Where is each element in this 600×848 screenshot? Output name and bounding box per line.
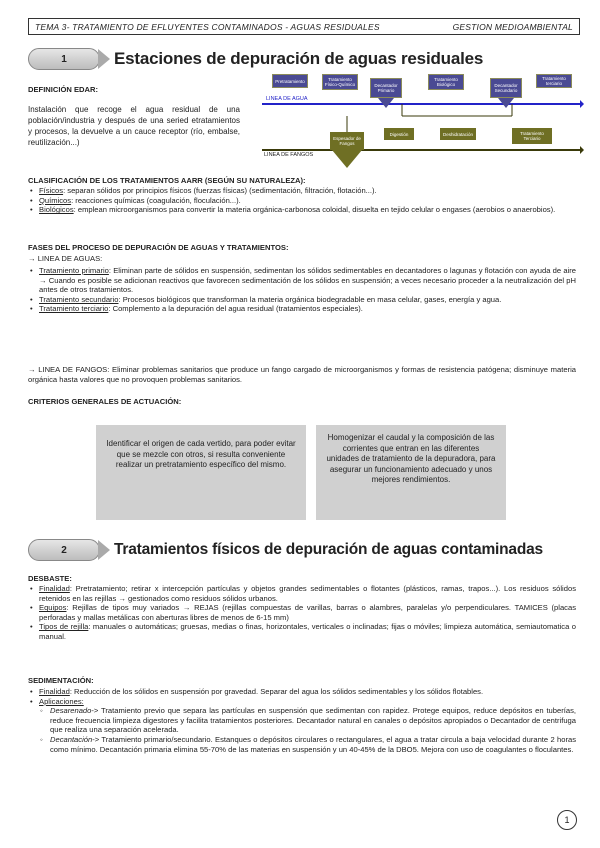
list-text: : reacciones químicas (coagulación, floculación...).: [71, 195, 241, 205]
list-item: [28, 735, 576, 754]
list-text: : emplean microorganismos para convertir la materia orgánica-carbonosa coloidal, disuelta en tejido celular o engases (aerobios o anaerobios).: [73, 205, 556, 215]
water-box-0: Pretratamiento: [272, 74, 308, 88]
criteria-box-2: Homogenizar el caudal y la composición de las corrientes que entran en las diferentes unidades de tratamiento de la depuradora, para asegurar un funcionamiento adecuado y unos mejores rendimientos.: [316, 425, 506, 520]
list-item: [28, 706, 576, 735]
list-term: Tratamiento terciario: [39, 304, 109, 314]
water-box-3: Tratamiento Biológico: [428, 74, 464, 90]
section-2-number: 2: [28, 539, 100, 561]
list-term: Biológicos: [39, 205, 74, 215]
section-1-heading: [28, 48, 483, 70]
phases-title: FASES DEL PROCESO DE DEPURACIÓN DE AGUAS Y TRATAMIENTOS:: [28, 243, 289, 252]
water-box-1: Tratamiento Físico-Químico: [322, 74, 358, 90]
list-text: -> Tratamiento previo que separa las partículas en suspensión que sedimentan con rapidez. Protege equipos, reduce depósitos en tuberías, reduce frecuencia limpieza digestores y facilita tratamientos posteriores. Decantador natural en canales o depósitos apropiados o Decantador de centrifuga que realiza una separación acelerada.: [50, 706, 576, 735]
list-item: [28, 687, 576, 697]
header-subject: GESTION MEDIOAMBIENTAL: [452, 21, 573, 32]
section-arrow-icon: [98, 49, 110, 69]
list-term: Tratamiento primario: [39, 266, 109, 275]
screening-title: DESBASTE:: [28, 574, 72, 583]
applications-list: [28, 706, 576, 754]
list-item: [28, 584, 576, 603]
definition-title: DEFINICIÓN EDAR:: [28, 85, 99, 94]
applications-label: Aplicaciones:: [39, 696, 84, 706]
list-term: Físicos: [39, 186, 64, 195]
list-item: [28, 295, 576, 305]
list-text: : Eliminan parte de sólidos en suspensión, sedimentan los sólidos sedimentables en decantadores o lagunas y flotación con ayuda de aire → Cuando es posible se adicionan reactivos que favorecen sedimentación de los sólidos en suspensión; a veces necesario proceder a la neutralización del pH antes de otros tratamientos.: [39, 266, 576, 295]
edar-diagram: [262, 70, 584, 174]
section-2-title: Tratamientos físicos de depuración de aguas contaminadas: [114, 541, 543, 558]
list-item: [28, 196, 580, 206]
list-item: [28, 622, 576, 641]
list-term: Equipos: [39, 603, 67, 613]
page-header: [28, 18, 580, 35]
list-term: Finalidad: [39, 687, 70, 696]
list-term: Tipos de rejilla: [39, 622, 89, 632]
water-box-4: Decantador Secundario: [490, 78, 522, 98]
sedimentation-title: SEDIMENTACIÓN:: [28, 676, 94, 685]
phases-list: [28, 266, 576, 314]
list-text: : Procesos biológicos que transforman la materia orgánica biodegradable en masa celular, gases, energía y agua.: [118, 294, 502, 304]
sludge-box-3: Tratamiento Terciario: [512, 128, 552, 144]
criteria-title: CRITERIOS GENERALES DE ACTUACIÓN:: [28, 397, 182, 406]
section-1-title: Estaciones de depuración de aguas residuales: [114, 49, 484, 68]
definition-text: Instalación que recoge el agua residual de una población/industria y después de una seried etratamientos y procesos, la devuelve a un cauce receptor (río, embalse, reutilización...): [28, 105, 240, 147]
screening-list: [28, 584, 576, 642]
classification-list: [28, 186, 580, 215]
list-item: [28, 205, 580, 215]
water-box-5: Tratamiento terciario: [536, 74, 572, 88]
list-item: [28, 304, 576, 314]
sludge-line-text: → LINEA DE FANGOS: Eliminar problemas sanitarios que produce un fango cargado de microorganismos y formas de resistencia patógena; disminuye materia orgánica hasta valores que no provoquen problemas sanitarios.: [28, 365, 576, 384]
list-item: [28, 266, 576, 295]
section-2-heading: [28, 539, 543, 561]
section-1-number: 1: [28, 48, 100, 70]
list-term: Finalidad: [39, 584, 70, 593]
list-text: : Pretratamiento; retirar x intercepción partículas y objetos grandes sedimentables o flotantes (plásticos, ramas, trapos...). Los residuos sólidos retenidos en las rejillas → gestionados como residuos sólidos urbanos.: [39, 584, 576, 603]
thickener-shape: [332, 150, 362, 168]
list-term: Decantación: [50, 734, 93, 744]
list-item: [28, 603, 576, 622]
list-item: [28, 186, 580, 196]
classification-title: CLASIFICACIÓN DE LOS TRATAMIENTOS AARR (SEGÚN SU NATURALEZA):: [28, 176, 306, 185]
list-text: -> Tratamiento primario/secundario. Estanques o depósitos circulares o rectangulares, el agua a tratar circula a baja velocidad durante 2 horas como mínimo. Decantación primaria elimina 55-70% de las materias en suspensión y un 40-45% de la DBO5. Mejora con uso de coagulantes o floculantes.: [50, 734, 576, 754]
list-term: Químicos: [39, 195, 72, 205]
list-term: Tratamiento secundario: [39, 294, 119, 304]
sludge-box-1: Digestión: [384, 128, 414, 140]
sedimentation-list: [28, 687, 576, 754]
list-term: Desarenado: [50, 706, 92, 716]
list-text: : Complemento a la depuración del agua residual (tratamientos especiales).: [108, 304, 363, 314]
list-text: : manuales o automáticas; gruesas, medias o finas, horizontales, verticales o inclinadas; fijas o móviles; limpieza automática, semiautomatica o manual.: [39, 622, 576, 641]
sludge-box-0: Espesador de Fangos: [330, 132, 364, 150]
sludge-box-2: Deshidratación: [440, 128, 476, 140]
section-arrow-icon: [98, 540, 110, 560]
water-line-heading: → LINEA DE AGUAS:: [28, 254, 103, 263]
list-text: : Reducción de los sólidos en suspensión por gravedad. Separar del agua los sólidos sedimentables y los sólidos flotables.: [69, 687, 484, 696]
list-item: [28, 697, 576, 755]
list-text: : separan sólidos por principios físicos (fuerzas físicas) (sedimentación, filtración, flotación...).: [63, 186, 377, 195]
header-topic: TEMA 3- TRATAMIENTO DE EFLUYENTES CONTAMINADOS - AGUAS RESIDUALES: [35, 21, 380, 32]
sludge-line-label: LINEA DE FANGOS: [264, 152, 314, 158]
water-line-label: LINEA DE AGUA: [266, 96, 308, 102]
criteria-box-1: Identificar el origen de cada vertido, para poder evitar que se mezcle con otros, si resulta conveniente realizar un pretratamiento específico del mismo.: [96, 425, 306, 520]
water-box-2: Decantador Primario: [370, 78, 402, 98]
page-number: 1: [557, 810, 577, 830]
list-text: : Rejillas de tipos muy variados → REJAS (rejillas compuestas de varillas, barras o alambres, paralelas y/o perpendiculares. TAMICES (placas perforadas y mallas metálicas con aberturas libres de menos de 6-15 mm): [39, 603, 576, 622]
